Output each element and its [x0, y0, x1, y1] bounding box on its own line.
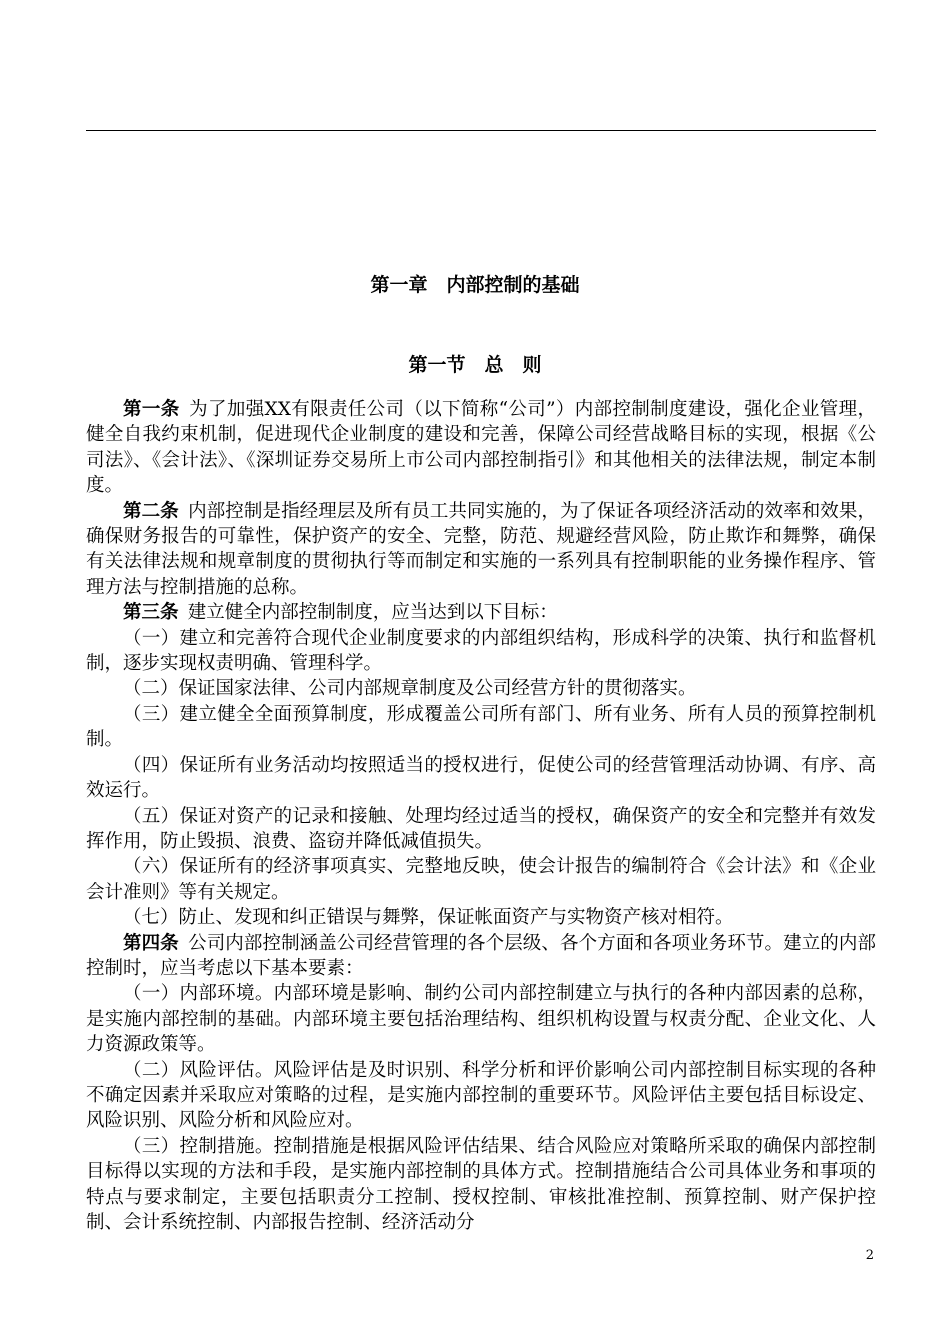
chapter-title: 第一章 内部控制的基础 — [370, 274, 580, 296]
paragraph-item: （三）控制措施。控制措施是根据风险评估结果、结合风险应对策略所采取的确保内部控制目标得以实现的方法和手段，是实施内部控制的具体方式。控制措施结合公司具体业务和事项的特点与要求制定，主要包括职责分工控制、授权控制、审核批准控制、预算控制、财产保护控制、会计系统控制、内部报告控制、经济活动分 — [86, 1135, 876, 1233]
paragraph-article-1 — [86, 397, 876, 499]
section-title: 第一节 总 则 — [408, 354, 542, 376]
paragraph-text: 内部控制是指经理层及所有员工共同实施的，为了保证各项经济活动的效率和效果，确保财务报告的可靠性，保护资产的安全、完整，防范、规避经营风险，防止欺诈和舞弊，确保有关法律法规和规章制度的贯彻执行等而制定和实施的一系列具有控制职能的业务操作程序、管理方法与控制措施的总称。 — [86, 500, 876, 598]
paragraph-item: （五）保证对资产的记录和接触、处理均经过适当的授权，确保资产的安全和完整并有效发挥作用，防止毁损、浪费、盗窃并降低减值损失。 — [86, 805, 876, 852]
article-label: 第四条 — [123, 932, 179, 954]
paragraph-text: 为了加强XX有限责任公司（以下简称“公司”）内部控制制度建设，强化企业管理，健全自我约束机制，促进现代企业制度的建设和完善，保障公司经营战略目标的实现，根据《公司法》、《会计法》、《深圳证券交易所上市公司内部控制指引》和其他相关的法律法规，制定本制度。 — [86, 399, 876, 497]
paragraph-item: （六）保证所有的经济事项真实、完整地反映，使会计报告的编制符合《会计法》和《企业会计准则》等有关规定。 — [86, 856, 876, 903]
paragraph-item: （四）保证所有业务活动均按照适当的授权进行，促使公司的经营管理活动协调、有序、高效运行。 — [86, 754, 876, 802]
article-label: 第三条 — [123, 602, 179, 624]
document-body — [86, 397, 876, 1235]
paragraph-article-3 — [86, 600, 876, 625]
paragraph-article-4 — [86, 931, 876, 982]
paragraph-item: （一）建立和完善符合现代企业制度要求的内部组织结构，形成科学的决策、执行和监督机制，逐步实现权责明确、管理科学。 — [86, 627, 876, 675]
page-number: 2 — [865, 1248, 874, 1263]
paragraph-item: （一）内部环境。内部环境是影响、制约公司内部控制建立与执行的各种内部因素的总称，是实施内部控制的基础。内部环境主要包括治理结构、组织机构设置与权责分配、企业文化、人力资源政策等。 — [86, 983, 876, 1056]
header-rule — [86, 130, 876, 131]
paragraph-item: （七）防止、发现和纠正错误与舞弊，保证帐面资产与实物资产核对相符。 — [123, 907, 734, 929]
paragraph-article-2 — [86, 499, 876, 601]
paragraph-item: （二）风险评估。风险评估是及时识别、科学分析和评价影响公司内部控制目标实现的各种不确定因素并采取应对策略的过程，是实施内部控制的重要环节。风险评估主要包括目标设定、风险识别、风险分析和风险应对。 — [86, 1059, 876, 1132]
article-label: 第一条 — [123, 399, 180, 420]
paragraph-text: 公司内部控制涵盖公司经营管理的各个层级、各个方面和各项业务环节。建立的内部控制时，应当考虑以下基本要素： — [86, 932, 876, 979]
paragraph-item: （三）建立健全全面预算制度，形成覆盖公司所有部门、所有业务、所有人员的预算控制机制。 — [86, 703, 876, 751]
paragraph-text: 建立健全内部控制制度，应当达到以下目标： — [187, 602, 558, 624]
paragraph-item: （二）保证国家法律、公司内部规章制度及公司经营方针的贯彻落实。 — [123, 678, 697, 700]
article-label: 第二条 — [123, 500, 179, 522]
